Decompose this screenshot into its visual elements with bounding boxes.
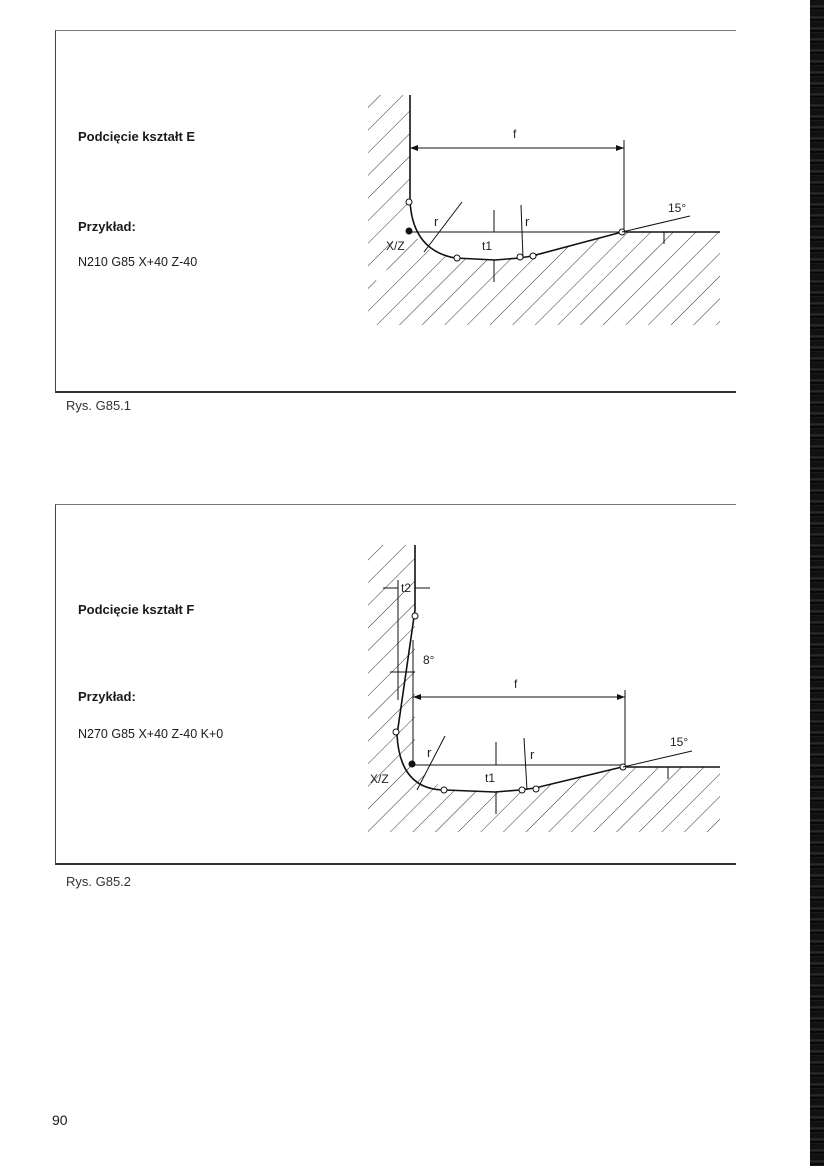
figure-2-point (533, 786, 539, 792)
figure-2-point (412, 613, 418, 619)
figure-1-label-angle: 15° (668, 201, 687, 215)
figure-2-example-label: Przykład: (78, 689, 136, 704)
figure-2-label-t1: t1 (485, 771, 496, 785)
figure-1-code: N210 G85 X+40 Z-40 (78, 255, 198, 269)
figure-2-label-r-right: r (530, 747, 535, 762)
figure-2-floor-hatch (368, 760, 720, 832)
figure-1-caption: Rys. G85.1 (66, 398, 132, 413)
figure-1-label-r-left: r (434, 214, 439, 229)
figure-2-label-r-left: r (427, 745, 432, 760)
figure-2-point (393, 729, 399, 735)
figure-1-label-r-right: r (525, 214, 530, 229)
figure-2-angle-line (623, 751, 692, 767)
figure-1-label-xz: X/Z (386, 239, 405, 253)
figure-2-label-angle-small: 8° (423, 653, 435, 667)
figure-1-example-label: Przykład: (78, 219, 136, 234)
figure-2-label-t2: t2 (401, 581, 412, 595)
figure-2-r-right-arrow (524, 738, 527, 790)
figure-2-f-arrow-right (617, 694, 625, 700)
figure-2-label-xz: X/Z (370, 772, 389, 786)
figure-1-label-t1: t1 (482, 239, 493, 253)
scan-edge (810, 0, 824, 1166)
figure-1-label-f: f (513, 127, 517, 141)
figure-2-heading: Podcięcie kształt F (78, 602, 195, 617)
figure-2-label-angle: 15° (670, 735, 689, 749)
figure-2-code: N270 G85 X+40 Z-40 K+0 (78, 727, 224, 741)
figure-2-point (441, 787, 447, 793)
figure-1-heading: Podcięcie kształt E (78, 129, 196, 144)
figure-2-label-f: f (514, 677, 518, 691)
figure-2-xz-point (409, 761, 416, 768)
page-number: 90 (52, 1112, 68, 1128)
figure-2-caption: Rys. G85.2 (66, 874, 132, 889)
figure-2-point (519, 787, 525, 793)
figure-2-contour (397, 545, 720, 792)
